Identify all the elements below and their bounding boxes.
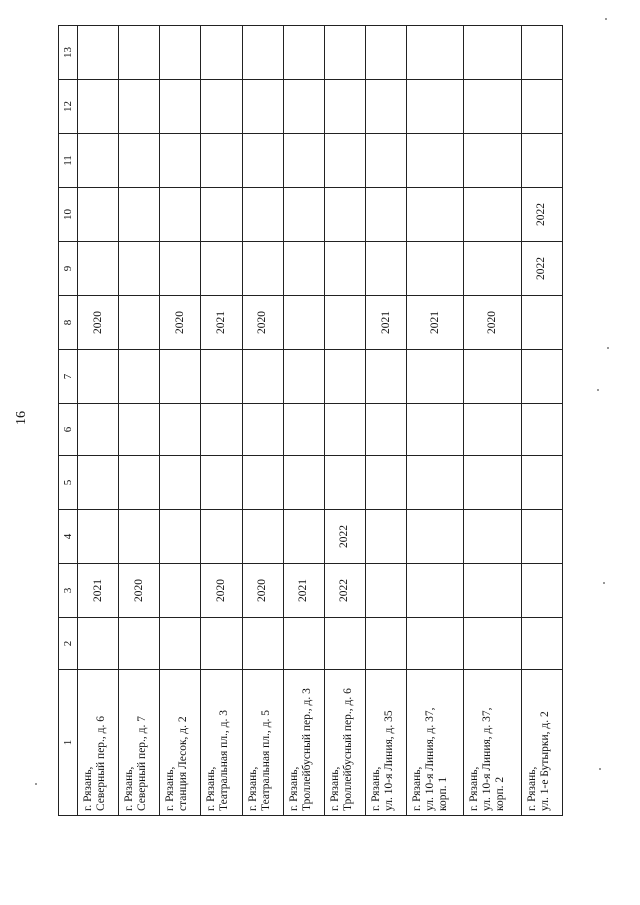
- year-cell: 2020: [242, 564, 283, 618]
- column-header: 12: [59, 80, 78, 134]
- year-cell: 2021: [201, 296, 242, 350]
- year-cell: 2021: [283, 564, 324, 618]
- address-text: г. Рязань, Театральная пл., д. 3: [205, 709, 231, 811]
- year-cell: [521, 80, 562, 134]
- column-header: 9: [59, 242, 78, 296]
- scan-speck: [603, 582, 605, 584]
- column-header: 5: [59, 456, 78, 510]
- year-cell: [407, 564, 464, 618]
- year-cell: [283, 350, 324, 404]
- year-cell: [283, 242, 324, 296]
- year-cell: [365, 618, 406, 670]
- year-cell: [365, 456, 406, 510]
- table-row: [464, 26, 521, 816]
- year-cell: [242, 456, 283, 510]
- year-cell: 2020: [464, 296, 521, 350]
- year-cell: [283, 296, 324, 350]
- address-text: г. Рязань, Троллейбусный пер., д. 3: [287, 688, 313, 811]
- year-cell: [160, 188, 201, 242]
- year-cell: [464, 350, 521, 404]
- year-cell: [242, 618, 283, 670]
- year-cell: [283, 134, 324, 188]
- address-cell: [160, 670, 201, 816]
- year-cell: [160, 456, 201, 510]
- year-cell: [464, 26, 521, 80]
- year-cell: [160, 242, 201, 296]
- year-cell: [521, 510, 562, 564]
- address-text: г. Рязань, ул. 1-е Бутырки, д. 2: [525, 711, 551, 811]
- header-row: [59, 26, 78, 816]
- year-cell: [242, 350, 283, 404]
- scan-speck: [35, 783, 37, 785]
- year-cell: [119, 456, 160, 510]
- year-cell: [324, 404, 365, 456]
- year-cell: [324, 296, 365, 350]
- year-cell: [407, 26, 464, 80]
- year-cell: [78, 404, 119, 456]
- address-cell: [521, 670, 562, 816]
- address-text: г. Рязань, станция Лесок, д. 2: [164, 716, 190, 811]
- year-cell: 2021: [407, 296, 464, 350]
- address-text: г. Рязань, ул. 10-я Линия, д. 37, корп. 1: [411, 707, 450, 811]
- address-text: г. Рязань, Северный пер., д. 7: [123, 715, 149, 811]
- year-cell: [201, 404, 242, 456]
- column-header: 6: [59, 404, 78, 456]
- year-cell: [78, 456, 119, 510]
- year-cell: [283, 456, 324, 510]
- year-cell: [407, 80, 464, 134]
- year-cell: [119, 26, 160, 80]
- year-cell: [78, 134, 119, 188]
- year-cell: [521, 564, 562, 618]
- year-cell: [521, 296, 562, 350]
- year-cell: [407, 404, 464, 456]
- year-cell: [160, 80, 201, 134]
- year-cell: [283, 618, 324, 670]
- year-cell: [324, 456, 365, 510]
- year-cell: [242, 242, 283, 296]
- year-cell: [78, 188, 119, 242]
- year-cell: [365, 404, 406, 456]
- table-row: [160, 26, 201, 816]
- year-cell: [160, 564, 201, 618]
- year-cell: [78, 618, 119, 670]
- year-cell: [365, 564, 406, 618]
- address-cell: [324, 670, 365, 816]
- year-cell: 2020: [119, 564, 160, 618]
- address-cell: [78, 670, 119, 816]
- year-cell: [324, 26, 365, 80]
- address-text: г. Рязань, Северный пер., д. 6: [82, 715, 107, 811]
- year-cell: [242, 510, 283, 564]
- year-cell: 2021: [365, 296, 406, 350]
- address-cell: [464, 670, 521, 816]
- year-cell: [119, 618, 160, 670]
- year-cell: [283, 404, 324, 456]
- column-header: 2: [59, 618, 78, 670]
- year-cell: [78, 80, 119, 134]
- data-table: [58, 25, 563, 816]
- address-cell: [283, 670, 324, 816]
- column-header: 3: [59, 564, 78, 618]
- table-row: [78, 26, 119, 816]
- year-cell: [324, 350, 365, 404]
- year-cell: [521, 618, 562, 670]
- year-cell: [464, 242, 521, 296]
- year-cell: [365, 26, 406, 80]
- year-cell: 2022: [324, 510, 365, 564]
- address-text: г. Рязань, Театральная пл., д. 5: [246, 709, 272, 811]
- year-cell: [242, 188, 283, 242]
- year-cell: [201, 510, 242, 564]
- year-cell: [407, 456, 464, 510]
- table-row: [324, 26, 365, 816]
- year-cell: [407, 134, 464, 188]
- address-text: г. Рязань, Троллейбусный пер., д. 6: [328, 688, 354, 811]
- table-row: [283, 26, 324, 816]
- column-header: 8: [59, 296, 78, 350]
- year-cell: [201, 134, 242, 188]
- table-row: [521, 26, 562, 816]
- year-cell: 2020: [78, 296, 119, 350]
- column-header: 7: [59, 350, 78, 404]
- year-cell: [201, 26, 242, 80]
- year-cell: [201, 242, 242, 296]
- year-cell: [119, 188, 160, 242]
- year-cell: [464, 618, 521, 670]
- year-cell: [283, 510, 324, 564]
- column-header: 13: [59, 26, 78, 80]
- year-cell: [283, 188, 324, 242]
- year-cell: [324, 242, 365, 296]
- year-cell: [201, 618, 242, 670]
- year-cell: [201, 188, 242, 242]
- year-cell: [464, 404, 521, 456]
- year-cell: [119, 404, 160, 456]
- year-cell: [160, 350, 201, 404]
- year-cell: [324, 618, 365, 670]
- page-number: 16: [14, 411, 29, 425]
- year-cell: [407, 618, 464, 670]
- year-cell: [464, 564, 521, 618]
- year-cell: [365, 242, 406, 296]
- year-cell: [283, 80, 324, 134]
- year-cell: 2020: [160, 296, 201, 350]
- year-cell: [324, 80, 365, 134]
- year-cell: [78, 350, 119, 404]
- year-cell: [365, 510, 406, 564]
- address-cell: [242, 670, 283, 816]
- year-cell: [78, 242, 119, 296]
- year-cell: [407, 510, 464, 564]
- year-cell: [242, 404, 283, 456]
- year-cell: [160, 510, 201, 564]
- table-row: [119, 26, 160, 816]
- year-cell: [365, 188, 406, 242]
- year-cell: [119, 242, 160, 296]
- address-cell: [119, 670, 160, 816]
- year-cell: [324, 188, 365, 242]
- year-cell: [160, 26, 201, 80]
- year-cell: [119, 134, 160, 188]
- year-cell: [464, 510, 521, 564]
- year-cell: [464, 456, 521, 510]
- address-text: г. Рязань, ул. 10-я Линия, д. 35: [369, 710, 395, 811]
- year-cell: [521, 134, 562, 188]
- table-row: [365, 26, 406, 816]
- year-cell: [201, 456, 242, 510]
- table-row: [201, 26, 242, 816]
- year-cell: [365, 80, 406, 134]
- year-cell: [242, 80, 283, 134]
- year-cell: 2022: [324, 564, 365, 618]
- year-cell: [78, 510, 119, 564]
- year-cell: [201, 80, 242, 134]
- column-header: 1: [59, 670, 78, 816]
- year-cell: [119, 510, 160, 564]
- column-header: 4: [59, 510, 78, 564]
- year-cell: [365, 134, 406, 188]
- scan-speck: [599, 768, 601, 770]
- address-cell: [201, 670, 242, 816]
- scan-speck: [607, 347, 609, 349]
- column-header: 10: [59, 188, 78, 242]
- year-cell: [521, 404, 562, 456]
- year-cell: [464, 134, 521, 188]
- year-cell: [521, 456, 562, 510]
- year-cell: 2022: [521, 188, 562, 242]
- scan-speck: [605, 18, 607, 20]
- year-cell: [242, 26, 283, 80]
- address-text: г. Рязань, ул. 10-я Линия, д. 37, корп. 2: [468, 707, 507, 811]
- year-cell: [119, 296, 160, 350]
- year-cell: [407, 350, 464, 404]
- year-cell: [119, 350, 160, 404]
- year-cell: [283, 26, 324, 80]
- rotated-table-container: [58, 26, 563, 816]
- year-cell: [242, 134, 283, 188]
- table-row: [242, 26, 283, 816]
- year-cell: [521, 350, 562, 404]
- year-cell: [464, 80, 521, 134]
- year-cell: [160, 618, 201, 670]
- year-cell: 2021: [78, 564, 119, 618]
- column-header: 11: [59, 134, 78, 188]
- address-cell: [365, 670, 406, 816]
- year-cell: [521, 26, 562, 80]
- scan-speck: [597, 389, 599, 391]
- year-cell: 2020: [201, 564, 242, 618]
- year-cell: [407, 242, 464, 296]
- year-cell: 2020: [242, 296, 283, 350]
- year-cell: [407, 188, 464, 242]
- year-cell: [160, 404, 201, 456]
- table-row: [407, 26, 464, 816]
- year-cell: [160, 134, 201, 188]
- year-cell: [78, 26, 119, 80]
- address-cell: [407, 670, 464, 816]
- year-cell: 2022: [521, 242, 562, 296]
- year-cell: [365, 350, 406, 404]
- year-cell: [324, 134, 365, 188]
- year-cell: [119, 80, 160, 134]
- year-cell: [201, 350, 242, 404]
- year-cell: [464, 188, 521, 242]
